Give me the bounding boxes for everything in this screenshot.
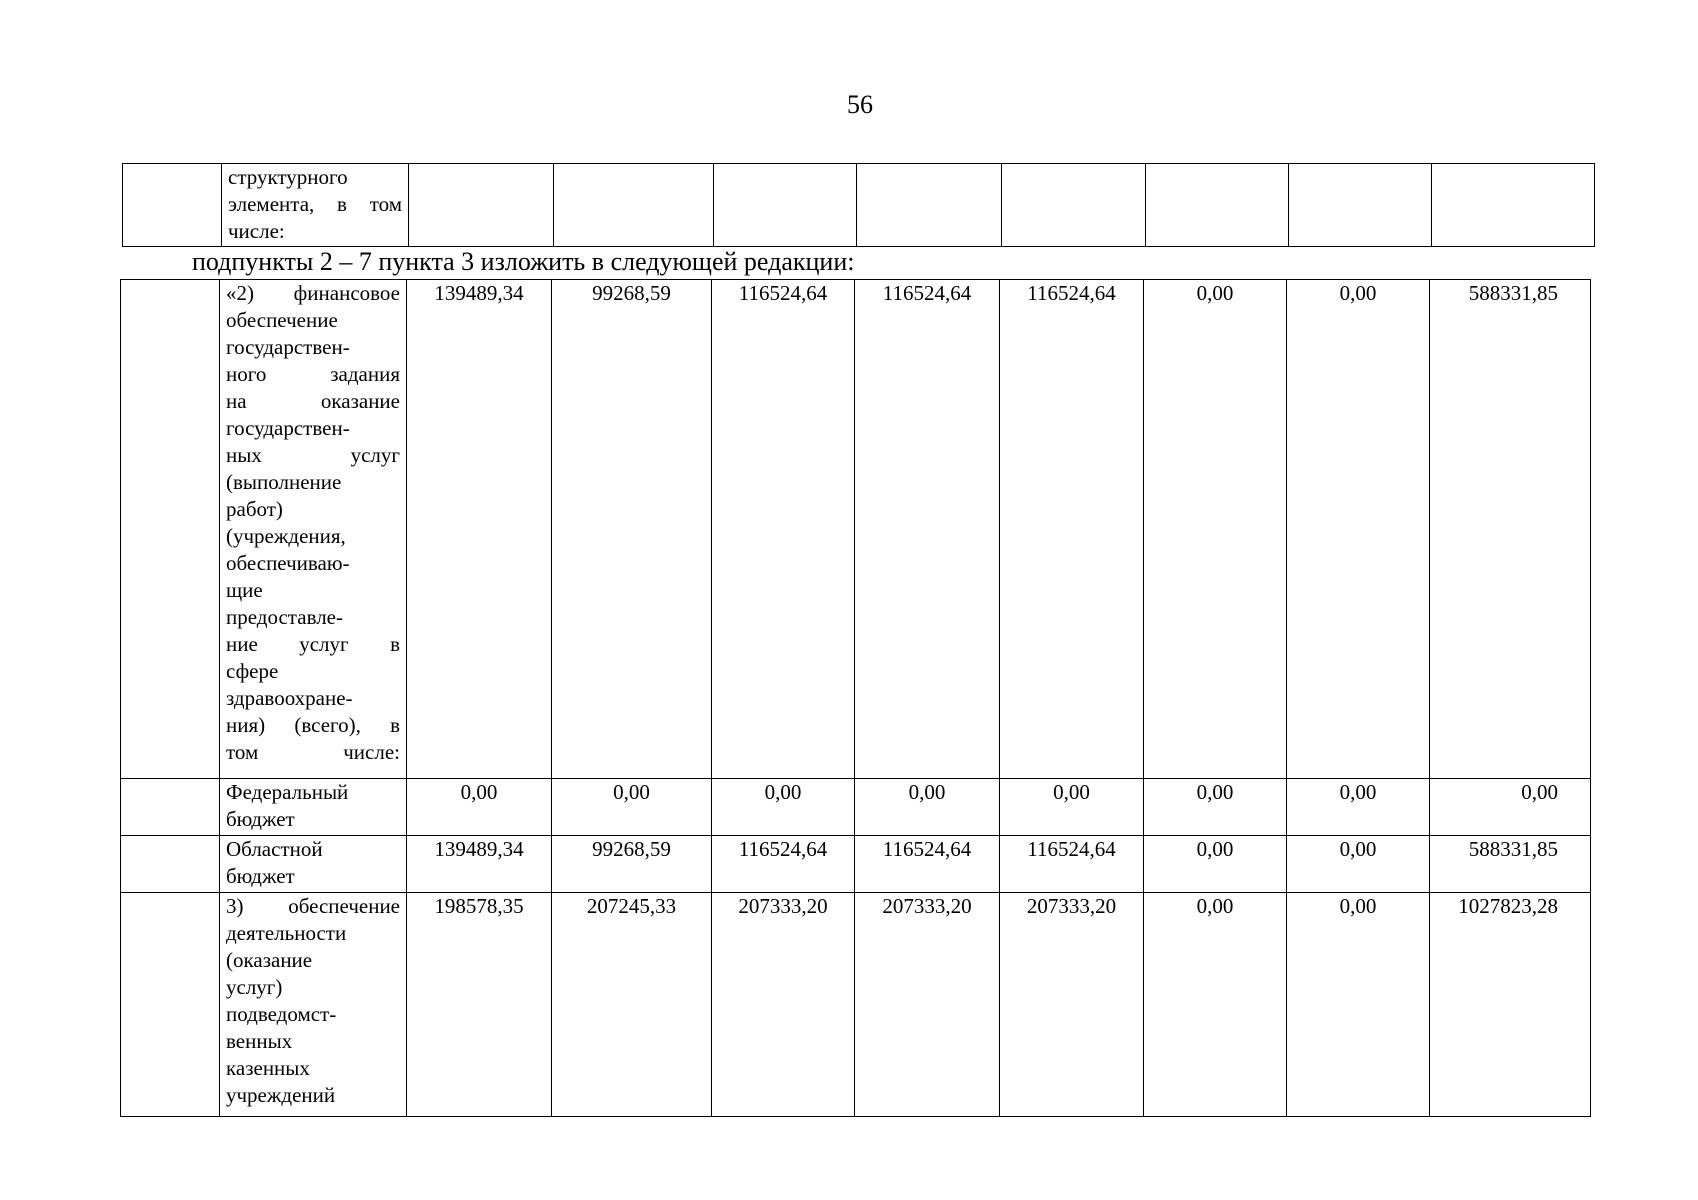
description-line: государствен- xyxy=(226,335,350,359)
description-line: казенных xyxy=(226,1056,310,1080)
value-cell: 0,00 xyxy=(855,779,1000,836)
value-cell: 99268,59 xyxy=(552,280,712,779)
table-row xyxy=(121,836,1591,893)
description-line: «2) финансовое xyxy=(226,281,400,305)
description-line: числе: xyxy=(228,219,285,243)
value-cell: 0,00 xyxy=(1287,280,1430,779)
value-cell: 0,00 xyxy=(552,779,712,836)
instruction-text: подпункты 2 – 7 пункта 3 изложить в следующей редакции: xyxy=(192,247,855,276)
row-number-cell xyxy=(121,893,220,1117)
table-row xyxy=(121,893,1591,1117)
description-line: (оказание xyxy=(226,948,313,972)
description-line: ния) (всего), в xyxy=(226,713,400,737)
value-cell: 198578,35 xyxy=(407,893,552,1117)
value-cell: 139489,34 xyxy=(407,280,552,779)
row-number-cell xyxy=(121,779,220,836)
budget-table xyxy=(120,279,1591,1117)
description-line: том числе: xyxy=(226,740,400,764)
description-line: учреждений xyxy=(226,1083,336,1107)
description-line: бюджет xyxy=(226,864,295,888)
value-cell: 207333,20 xyxy=(1000,893,1144,1117)
value-cell: 116524,64 xyxy=(855,836,1000,893)
description-cell xyxy=(220,893,407,1117)
description-line: бюджет xyxy=(226,807,295,831)
value-cell: 0,00 xyxy=(1287,779,1430,836)
value-cell: 0,00 xyxy=(407,779,552,836)
description-line: работ) xyxy=(226,497,283,521)
page-number: 56 xyxy=(847,90,873,119)
value-cell: 588331,85 xyxy=(1430,280,1591,779)
description-line: ние услуг в xyxy=(226,632,400,656)
description-line: обеспечиваю- xyxy=(226,551,350,575)
description-line: на оказание xyxy=(226,389,400,413)
description-line: (учреждения, xyxy=(226,524,346,548)
description-cell xyxy=(220,280,407,779)
empty-cell xyxy=(714,164,857,247)
value-cell: 116524,64 xyxy=(712,836,855,893)
description-line: здравоохране- xyxy=(226,686,353,710)
value-cell: 99268,59 xyxy=(552,836,712,893)
description-line: предоставле- xyxy=(226,605,343,629)
description-cell xyxy=(220,836,407,893)
value-cell: 0,00 xyxy=(1430,779,1591,836)
description-line: структурного xyxy=(228,165,348,189)
description-line: обеспечение xyxy=(226,308,338,332)
description-line: 3) обеспечение xyxy=(226,894,400,918)
row-number-cell xyxy=(121,836,220,893)
row-number-cell xyxy=(121,280,220,779)
value-cell: 207245,33 xyxy=(552,893,712,1117)
value-cell: 0,00 xyxy=(712,779,855,836)
description-line: венных xyxy=(226,1029,293,1053)
description-line: щие xyxy=(226,578,263,602)
description-line: (выполнение xyxy=(226,470,342,494)
description-line: подведомст- xyxy=(226,1002,337,1026)
table-row xyxy=(123,164,1595,247)
row-number-cell xyxy=(123,164,222,247)
value-cell: 207333,20 xyxy=(855,893,1000,1117)
empty-cell xyxy=(409,164,554,247)
table-continuation xyxy=(122,163,1595,247)
empty-cell xyxy=(1002,164,1146,247)
value-cell: 139489,34 xyxy=(407,836,552,893)
value-cell: 0,00 xyxy=(1287,836,1430,893)
empty-cell xyxy=(1146,164,1289,247)
description-line: сфере xyxy=(226,659,279,683)
description-line: ных услуг xyxy=(226,443,400,467)
value-cell: 116524,64 xyxy=(855,280,1000,779)
description-cell xyxy=(222,164,409,247)
description-line: государствен- xyxy=(226,416,350,440)
value-cell: 116524,64 xyxy=(1000,836,1144,893)
value-cell: 0,00 xyxy=(1144,779,1287,836)
value-cell: 116524,64 xyxy=(1000,280,1144,779)
empty-cell xyxy=(554,164,714,247)
empty-cell xyxy=(857,164,1002,247)
value-cell: 0,00 xyxy=(1144,836,1287,893)
description-line: Федеральный xyxy=(226,780,349,804)
table-row xyxy=(121,280,1591,779)
value-cell: 0,00 xyxy=(1144,893,1287,1117)
empty-cell xyxy=(1289,164,1432,247)
description-line: элемента, в том xyxy=(228,192,402,216)
description-line: услуг) xyxy=(226,975,283,999)
value-cell: 116524,64 xyxy=(712,280,855,779)
value-cell: 0,00 xyxy=(1287,893,1430,1117)
value-cell: 207333,20 xyxy=(712,893,855,1117)
value-cell: 0,00 xyxy=(1000,779,1144,836)
table-row xyxy=(121,779,1591,836)
value-cell: 1027823,28 xyxy=(1430,893,1591,1117)
description-cell xyxy=(220,779,407,836)
description-line: деятельности xyxy=(226,921,347,945)
value-cell: 0,00 xyxy=(1144,280,1287,779)
value-cell: 588331,85 xyxy=(1430,836,1591,893)
description-line: ного задания xyxy=(226,362,400,386)
empty-cell xyxy=(1432,164,1595,247)
description-line: Областной xyxy=(226,837,323,861)
